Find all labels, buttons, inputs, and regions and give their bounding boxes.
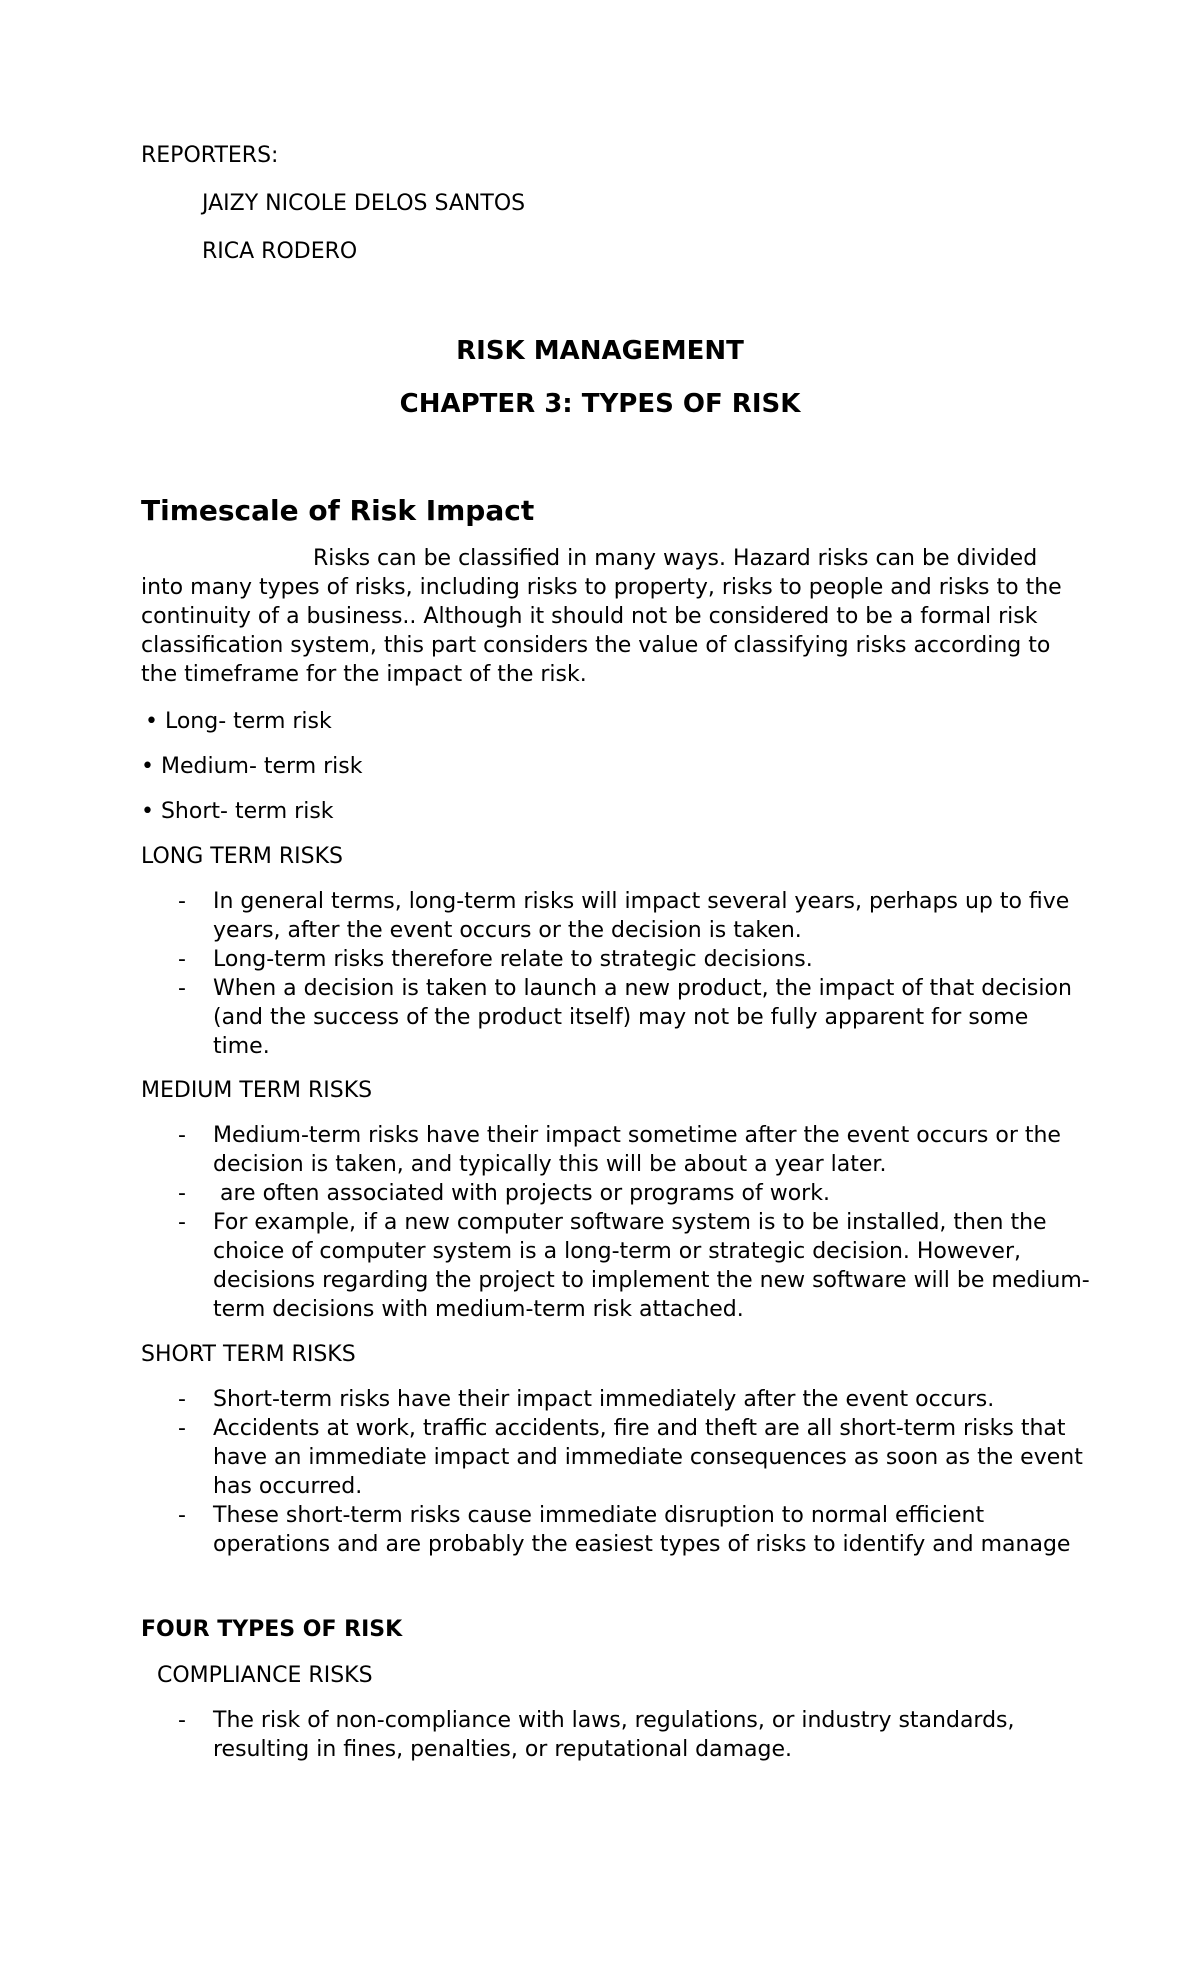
subheading-medium-term-risks: MEDIUM TERM RISKS: [141, 1078, 373, 1103]
medium-term-risks-list: [141, 1121, 1091, 1324]
list-item: [141, 1208, 1091, 1324]
short-term-risks-list: [141, 1385, 1091, 1559]
list-item-text: Accidents at work, traffic accidents, fire and theft are all short-term risks that have an immediate impact and immediate consequences as soon as the event has occurred.: [213, 1416, 1083, 1499]
list-item: [141, 1706, 1091, 1764]
list-item: [141, 945, 1091, 974]
dash-marker: -: [178, 1181, 186, 1206]
dash-marker: -: [178, 947, 186, 972]
document-title: RISK MANAGEMENT: [456, 336, 744, 366]
list-item-text: Medium-term risks have their impact sometime after the event occurs or the decision is taken, and typically this will be about a year later.: [213, 1123, 1061, 1177]
list-item: [141, 887, 1091, 945]
reporter-name: RICA RODERO: [202, 239, 358, 264]
dash-marker: -: [178, 1503, 186, 1528]
subheading-compliance-risks: COMPLIANCE RISKS: [157, 1663, 373, 1688]
dash-marker: -: [178, 1387, 186, 1412]
list-item-text: Short-term risks have their impact immediately after the event occurs.: [213, 1387, 995, 1412]
list-item: [141, 1414, 1091, 1501]
section-heading-timescale: Timescale of Risk Impact: [141, 494, 535, 527]
list-item-text: Long-term risks therefore relate to strategic decisions.: [213, 947, 813, 972]
heading-four-types-of-risk: FOUR TYPES OF RISK: [141, 1617, 403, 1642]
reporter-name: JAIZY NICOLE DELOS SANTOS: [202, 191, 526, 216]
subheading-short-term-risks: SHORT TERM RISKS: [141, 1342, 356, 1367]
list-item-text: In general terms, long-term risks will impact several years, perhaps up to five years, after the event occurs or the decision is taken.: [213, 889, 1070, 943]
intro-paragraph: Risks can be classified in many ways. Hazard risks can be divided into many types of risks, including risks to property, risks to people and risks to the continuity of a business.. Although it should not be considered to be a formal risk classification system, this part considers the value of classifying risks according to the timeframe for the impact of the risk.: [141, 546, 1062, 687]
list-item-text: are often associated with projects or programs of work.: [213, 1181, 830, 1206]
list-item-text: When a decision is taken to launch a new product, the impact of that decision (and the success of the product itself) may not be fully apparent for some time.: [213, 976, 1072, 1059]
list-item-text: The risk of non-compliance with laws, regulations, or industry standards, resulting in fines, penalties, or reputational damage.: [213, 1708, 1015, 1762]
list-item: [141, 1501, 1091, 1559]
list-item: [141, 1385, 1091, 1414]
long-term-risks-list: [141, 887, 1091, 1061]
dash-marker: -: [178, 1416, 186, 1441]
list-item: [141, 1121, 1091, 1179]
list-item-text: These short-term risks cause immediate disruption to normal efficient operations and are probably the easiest types of risks to identify and manage: [213, 1503, 1071, 1557]
bullet-item-medium-term: • Medium- term risk: [141, 754, 363, 779]
list-item-text: For example, if a new computer software system is to be installed, then the choice of computer system is a long-term or strategic decision. However, decisions regarding the project to implement the new software will be medium-term decisions with medium-term risk attached.: [213, 1210, 1090, 1322]
bullet-item-long-term: • Long- term risk: [145, 709, 332, 734]
dash-marker: -: [178, 1210, 186, 1235]
bullet-item-short-term: • Short- term risk: [141, 799, 334, 824]
dash-marker: -: [178, 1708, 186, 1733]
dash-marker: -: [178, 889, 186, 914]
chapter-title: CHAPTER 3: TYPES OF RISK: [399, 389, 801, 419]
reporters-label: REPORTERS:: [141, 143, 279, 168]
list-item: [141, 1179, 1091, 1208]
dash-marker: -: [178, 976, 186, 1001]
compliance-risks-list: [141, 1706, 1091, 1764]
subheading-long-term-risks: LONG TERM RISKS: [141, 844, 344, 869]
dash-marker: -: [178, 1123, 186, 1148]
list-item: [141, 974, 1091, 1061]
